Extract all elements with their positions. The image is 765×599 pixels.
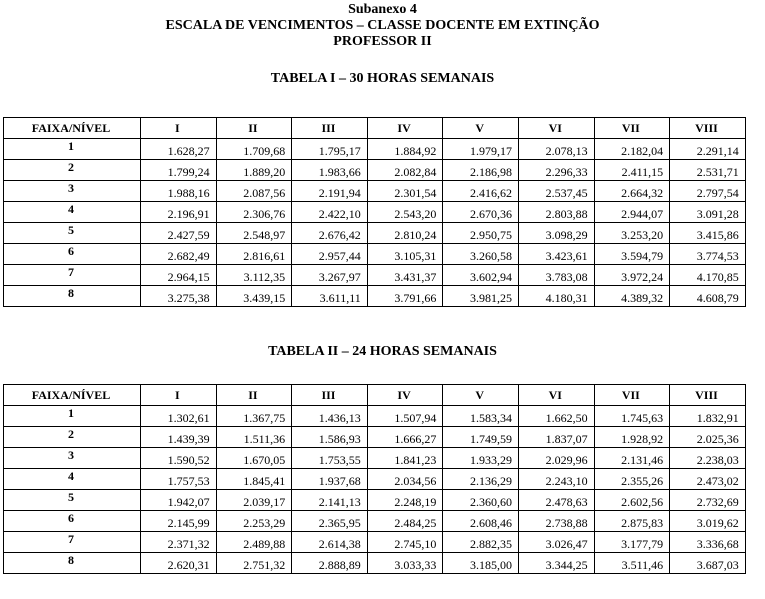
salary-value-cell: 4.170,85 — [670, 265, 746, 286]
salary-value-cell: 2.602,56 — [594, 490, 670, 511]
column-header-nivel: V — [443, 118, 519, 139]
salary-value-cell: 2.682,49 — [141, 244, 217, 265]
salary-value-cell: 2.238,03 — [670, 448, 746, 469]
salary-value-cell: 1.837,07 — [518, 427, 594, 448]
salary-value-cell: 2.243,10 — [518, 469, 594, 490]
table-row — [4, 160, 746, 181]
salary-value-cell: 2.360,60 — [443, 490, 519, 511]
salary-value-cell: 3.275,38 — [141, 286, 217, 307]
faixa-cell: 3 — [4, 448, 141, 469]
salary-value-cell: 1.749,59 — [443, 427, 519, 448]
salary-value-cell: 3.033,33 — [367, 553, 443, 574]
salary-value-cell: 2.291,14 — [670, 139, 746, 160]
salary-value-cell: 1.709,68 — [216, 139, 292, 160]
salary-value-cell: 2.145,99 — [141, 511, 217, 532]
salary-value-cell: 1.586,93 — [292, 427, 368, 448]
faixa-cell: 5 — [4, 490, 141, 511]
salary-value-cell: 2.816,61 — [216, 244, 292, 265]
salary-value-cell: 1.628,27 — [141, 139, 217, 160]
salary-value-cell: 4.389,32 — [594, 286, 670, 307]
salary-value-cell: 1.590,52 — [141, 448, 217, 469]
table-row — [4, 469, 746, 490]
salary-value-cell: 2.478,63 — [518, 490, 594, 511]
salary-value-cell: 1.795,17 — [292, 139, 368, 160]
salary-value-cell: 2.365,95 — [292, 511, 368, 532]
column-header-faixa-nivel: FAIXA/NÍVEL — [4, 118, 141, 139]
column-header-faixa-nivel: FAIXA/NÍVEL — [4, 385, 141, 406]
table-row — [4, 427, 746, 448]
salary-value-cell: 2.296,33 — [518, 160, 594, 181]
table-row — [4, 286, 746, 307]
salary-value-cell: 2.253,29 — [216, 511, 292, 532]
table-row — [4, 553, 746, 574]
column-header-nivel: IV — [367, 385, 443, 406]
column-header-nivel: VIII — [670, 118, 746, 139]
salary-table-30h — [3, 117, 746, 307]
salary-value-cell: 1.662,50 — [518, 406, 594, 427]
salary-value-cell: 2.745,10 — [367, 532, 443, 553]
salary-value-cell: 3.260,58 — [443, 244, 519, 265]
salary-value-cell: 2.738,88 — [518, 511, 594, 532]
table-row — [4, 406, 746, 427]
salary-value-cell: 3.177,79 — [594, 532, 670, 553]
salary-value-cell: 2.950,75 — [443, 223, 519, 244]
salary-value-cell: 3.267,97 — [292, 265, 368, 286]
salary-value-cell: 3.972,24 — [594, 265, 670, 286]
salary-value-cell: 2.751,32 — [216, 553, 292, 574]
salary-value-cell: 3.112,35 — [216, 265, 292, 286]
faixa-cell: 1 — [4, 139, 141, 160]
table-header-row — [4, 385, 746, 406]
salary-value-cell: 2.087,56 — [216, 181, 292, 202]
table-row — [4, 139, 746, 160]
faixa-cell: 7 — [4, 265, 141, 286]
salary-value-cell: 1.983,66 — [292, 160, 368, 181]
salary-value-cell: 2.882,35 — [443, 532, 519, 553]
table-row — [4, 448, 746, 469]
salary-value-cell: 2.039,17 — [216, 490, 292, 511]
salary-value-cell: 3.594,79 — [594, 244, 670, 265]
salary-value-cell: 3.423,61 — [518, 244, 594, 265]
salary-value-cell: 3.981,25 — [443, 286, 519, 307]
salary-table-24h — [3, 384, 746, 574]
table-row — [4, 490, 746, 511]
salary-value-cell: 2.803,88 — [518, 202, 594, 223]
salary-value-cell: 1.507,94 — [367, 406, 443, 427]
salary-value-cell: 1.889,20 — [216, 160, 292, 181]
salary-value-cell: 1.832,91 — [670, 406, 746, 427]
salary-value-cell: 1.799,24 — [141, 160, 217, 181]
salary-value-cell: 2.489,88 — [216, 532, 292, 553]
table-row — [4, 511, 746, 532]
document-header — [0, 2, 765, 50]
faixa-cell: 3 — [4, 181, 141, 202]
faixa-cell: 8 — [4, 553, 141, 574]
salary-value-cell: 2.355,26 — [594, 469, 670, 490]
salary-value-cell: 3.253,20 — [594, 223, 670, 244]
faixa-cell: 6 — [4, 511, 141, 532]
salary-value-cell: 1.942,07 — [141, 490, 217, 511]
table-row — [4, 223, 746, 244]
salary-value-cell: 2.537,45 — [518, 181, 594, 202]
salary-value-cell: 1.884,92 — [367, 139, 443, 160]
salary-value-cell: 2.484,25 — [367, 511, 443, 532]
salary-value-cell: 2.957,44 — [292, 244, 368, 265]
column-header-nivel: VI — [518, 385, 594, 406]
salary-value-cell: 1.745,63 — [594, 406, 670, 427]
salary-value-cell: 1.670,05 — [216, 448, 292, 469]
salary-value-cell: 1.436,13 — [292, 406, 368, 427]
column-header-nivel: III — [292, 118, 368, 139]
salary-value-cell: 1.302,61 — [141, 406, 217, 427]
salary-value-cell: 2.888,89 — [292, 553, 368, 574]
column-header-nivel: VIII — [670, 385, 746, 406]
salary-value-cell: 1.937,68 — [292, 469, 368, 490]
faixa-cell: 5 — [4, 223, 141, 244]
salary-value-cell: 2.964,15 — [141, 265, 217, 286]
salary-value-cell: 2.732,69 — [670, 490, 746, 511]
salary-value-cell: 2.136,29 — [443, 469, 519, 490]
salary-value-cell: 2.670,36 — [443, 202, 519, 223]
salary-value-cell: 2.676,42 — [292, 223, 368, 244]
salary-value-cell: 2.944,07 — [594, 202, 670, 223]
salary-value-cell: 1.753,55 — [292, 448, 368, 469]
salary-value-cell: 2.248,19 — [367, 490, 443, 511]
salary-value-cell: 2.416,62 — [443, 181, 519, 202]
column-header-nivel: II — [216, 385, 292, 406]
salary-value-cell: 2.301,54 — [367, 181, 443, 202]
salary-value-cell: 2.196,91 — [141, 202, 217, 223]
salary-value-cell: 3.611,11 — [292, 286, 368, 307]
salary-value-cell: 2.182,04 — [594, 139, 670, 160]
salary-value-cell: 3.415,86 — [670, 223, 746, 244]
column-header-nivel: VII — [594, 385, 670, 406]
salary-value-cell: 1.845,41 — [216, 469, 292, 490]
salary-value-cell: 2.427,59 — [141, 223, 217, 244]
faixa-cell: 2 — [4, 427, 141, 448]
salary-value-cell: 2.411,15 — [594, 160, 670, 181]
salary-value-cell: 2.531,71 — [670, 160, 746, 181]
salary-value-cell: 3.783,08 — [518, 265, 594, 286]
salary-value-cell: 1.841,23 — [367, 448, 443, 469]
salary-value-cell: 2.608,46 — [443, 511, 519, 532]
salary-value-cell: 3.026,47 — [518, 532, 594, 553]
salary-value-cell: 3.336,68 — [670, 532, 746, 553]
salary-value-cell: 2.141,13 — [292, 490, 368, 511]
salary-value-cell: 3.185,00 — [443, 553, 519, 574]
salary-value-cell: 1.933,29 — [443, 448, 519, 469]
salary-value-cell: 2.029,96 — [518, 448, 594, 469]
salary-value-cell: 3.774,53 — [670, 244, 746, 265]
column-header-nivel: VI — [518, 118, 594, 139]
salary-value-cell: 3.105,31 — [367, 244, 443, 265]
salary-value-cell: 3.511,46 — [594, 553, 670, 574]
table-row — [4, 181, 746, 202]
salary-value-cell: 2.875,83 — [594, 511, 670, 532]
salary-value-cell: 2.191,94 — [292, 181, 368, 202]
table-1-title: TABELA I – 30 HORAS SEMANAIS — [270, 71, 495, 86]
salary-value-cell: 3.791,66 — [367, 286, 443, 307]
salary-value-cell: 3.091,28 — [670, 202, 746, 223]
table-2-title: TABELA II – 24 HORAS SEMANAIS — [268, 344, 497, 359]
subanexo-label: Subanexo 4 — [348, 2, 417, 17]
salary-value-cell: 1.988,16 — [141, 181, 217, 202]
salary-value-cell: 4.608,79 — [670, 286, 746, 307]
faixa-cell: 4 — [4, 202, 141, 223]
salary-value-cell: 2.078,13 — [518, 139, 594, 160]
salary-value-cell: 3.019,62 — [670, 511, 746, 532]
column-header-nivel: IV — [367, 118, 443, 139]
salary-value-cell: 2.422,10 — [292, 202, 368, 223]
faixa-cell: 4 — [4, 469, 141, 490]
table-row — [4, 265, 746, 286]
salary-value-cell: 2.371,32 — [141, 532, 217, 553]
column-header-nivel: III — [292, 385, 368, 406]
document-subtitle: PROFESSOR II — [333, 34, 432, 49]
salary-value-cell: 2.797,54 — [670, 181, 746, 202]
column-header-nivel: VII — [594, 118, 670, 139]
table-header-row — [4, 118, 746, 139]
salary-value-cell: 2.131,46 — [594, 448, 670, 469]
salary-value-cell: 1.979,17 — [443, 139, 519, 160]
salary-value-cell: 2.810,24 — [367, 223, 443, 244]
column-header-nivel: I — [141, 118, 217, 139]
document-title: ESCALA DE VENCIMENTOS – CLASSE DOCENTE EM EXTINÇÃO — [165, 18, 600, 33]
column-header-nivel: II — [216, 118, 292, 139]
salary-value-cell: 2.664,32 — [594, 181, 670, 202]
salary-value-cell: 1.439,39 — [141, 427, 217, 448]
salary-value-cell: 2.548,97 — [216, 223, 292, 244]
salary-value-cell: 1.367,75 — [216, 406, 292, 427]
salary-value-cell: 1.511,36 — [216, 427, 292, 448]
salary-value-cell: 2.473,02 — [670, 469, 746, 490]
salary-value-cell: 3.431,37 — [367, 265, 443, 286]
faixa-cell: 1 — [4, 406, 141, 427]
salary-value-cell: 4.180,31 — [518, 286, 594, 307]
faixa-cell: 2 — [4, 160, 141, 181]
salary-value-cell: 3.687,03 — [670, 553, 746, 574]
salary-value-cell: 3.098,29 — [518, 223, 594, 244]
faixa-cell: 7 — [4, 532, 141, 553]
salary-value-cell: 1.757,53 — [141, 469, 217, 490]
salary-value-cell: 2.034,56 — [367, 469, 443, 490]
column-header-nivel: V — [443, 385, 519, 406]
salary-value-cell: 2.614,38 — [292, 532, 368, 553]
salary-value-cell: 1.583,34 — [443, 406, 519, 427]
column-header-nivel: I — [141, 385, 217, 406]
salary-value-cell: 2.306,76 — [216, 202, 292, 223]
salary-value-cell: 1.666,27 — [367, 427, 443, 448]
table-row — [4, 244, 746, 265]
salary-value-cell: 2.543,20 — [367, 202, 443, 223]
salary-value-cell: 3.439,15 — [216, 286, 292, 307]
table-row — [4, 202, 746, 223]
salary-value-cell: 2.620,31 — [141, 553, 217, 574]
salary-value-cell: 2.082,84 — [367, 160, 443, 181]
faixa-cell: 8 — [4, 286, 141, 307]
salary-value-cell: 1.928,92 — [594, 427, 670, 448]
faixa-cell: 6 — [4, 244, 141, 265]
salary-value-cell: 2.025,36 — [670, 427, 746, 448]
salary-value-cell: 3.602,94 — [443, 265, 519, 286]
salary-value-cell: 3.344,25 — [518, 553, 594, 574]
table-row — [4, 532, 746, 553]
salary-value-cell: 2.186,98 — [443, 160, 519, 181]
